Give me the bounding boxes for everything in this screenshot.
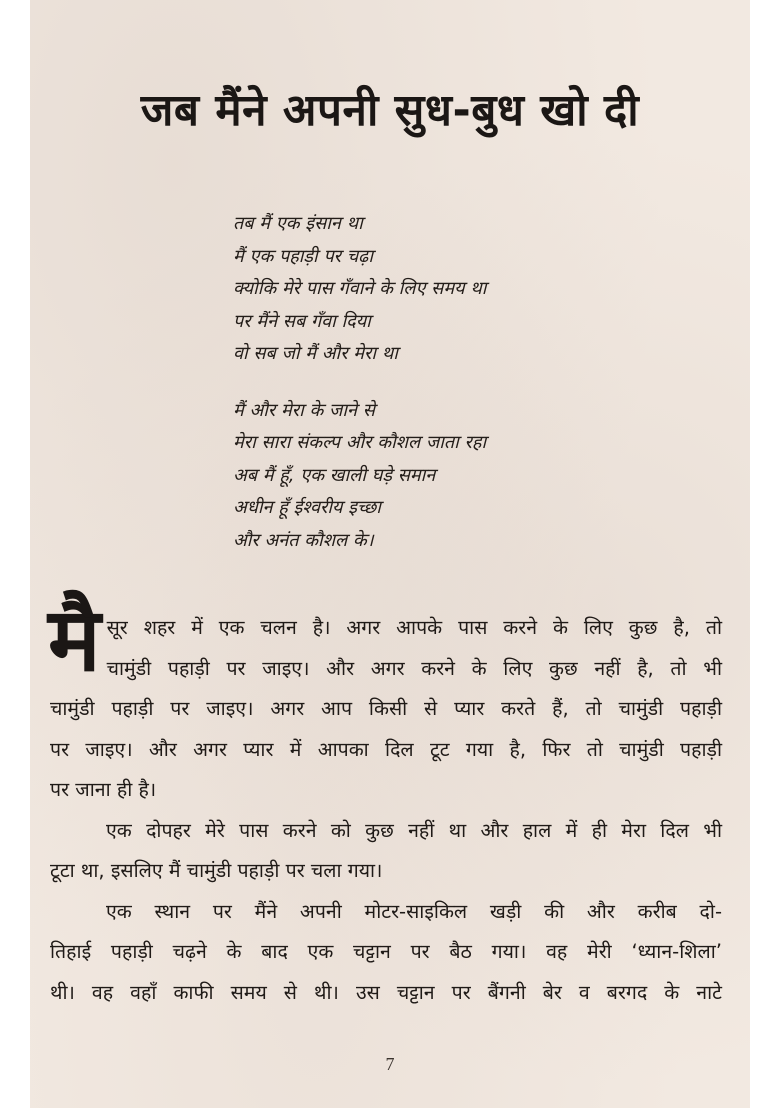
poem-line: और अनंत कौशल के। — [233, 529, 374, 551]
drop-cap: मै — [48, 588, 101, 691]
poem-line: पर मैंने सब गँवा दिया — [233, 310, 371, 332]
poem-line: अधीन हूँ ईश्वरीय इच्छा — [233, 497, 381, 518]
text-line: टूटा था, इसलिए मैं चामुंडी पहाड़ी पर चला गया। — [50, 859, 383, 882]
text-line: सूर शहर में एक चलन है। अगर आपके पास करने के लिए कुछ है, तो — [106, 616, 722, 639]
book-page — [30, 0, 750, 1108]
text-line: एक स्थान पर मैंने अपनी मोटर-साइकिल खड़ी की और करीब दो- — [106, 899, 722, 923]
text-line: चामुंडी पहाड़ी पर जाइए। अगर आप किसी से प्यार करते हैं, तो चामुंडी पहाड़ी — [50, 697, 722, 720]
poem-stanza-2 — [233, 395, 486, 558]
text-line: तिहाई पहाड़ी चढ़ने के बाद एक चट्टान पर बैठ गया। वह मेरी ‘ध्यान-शिला’ — [50, 940, 722, 963]
chapter-title: जब मैंने अपनी सुध-बुध खो दी — [140, 85, 640, 137]
paragraph-1 — [48, 588, 722, 811]
text-line: पर जाना ही है। — [50, 778, 157, 801]
text-line: एक दोपहर मेरे पास करने को कुछ नहीं था और हाल में ही मेरा दिल भी — [106, 818, 722, 842]
paragraph-3 — [50, 892, 722, 1014]
paragraph-2 — [50, 811, 722, 892]
text-line: थी। वह वहाँ काफी समय से थी। उस चट्टान पर बैंगनी बेर व बरगद के नाटे — [50, 980, 722, 1004]
page-number: 7 — [385, 1054, 395, 1074]
poem-line: अब मैं हूँ, एक खाली घड़े समान — [233, 464, 436, 486]
poem-line: तब मैं एक इंसान था — [233, 213, 363, 234]
poem-line: क्योकि मेरे पास गँवाने के लिए समय था — [233, 278, 487, 299]
poem-line: मैं और मेरा के जाने से — [233, 399, 375, 421]
poem-line: मेरा सारा संकल्प और कौशल जाता रहा — [233, 432, 487, 453]
text-line: पर जाइए। और अगर प्यार में आपका दिल टूट गया है, फिर तो चामुंडी पहाड़ी — [50, 737, 722, 761]
poem-line: वो सब जो मैं और मेरा था — [233, 343, 398, 364]
text-line: चामुंडी पहाड़ी पर जाइए। और अगर करने के लिए कुछ नहीं है, तो भी — [106, 656, 722, 680]
poem-stanza-1 — [233, 208, 486, 371]
epigraph-poem — [233, 208, 486, 557]
poem-line: मैं एक पहाड़ी पर चढ़ा — [233, 245, 373, 267]
body-text — [48, 588, 722, 1013]
